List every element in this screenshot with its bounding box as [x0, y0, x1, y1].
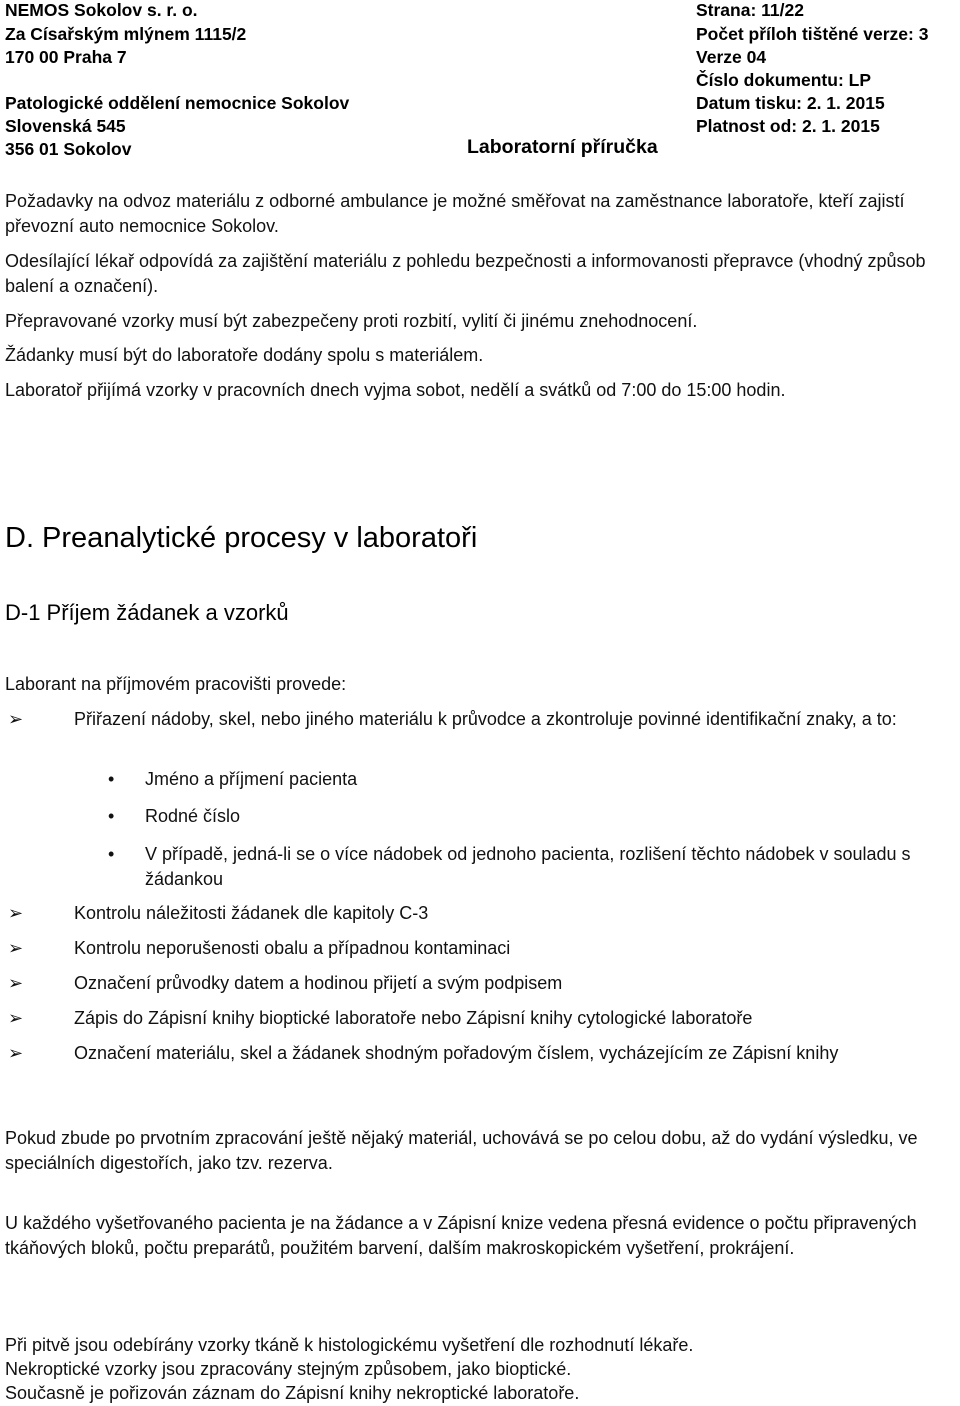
- closing-paragraph: Nekroptické vzorky jsou zpracovány stejným způsobem, jako bioptické.: [5, 1359, 572, 1379]
- arrow-list-item-text: Zápis do Zápisní knihy bioptické laboratoře nebo Zápisní knihy cytologické laboratoře: [74, 1008, 753, 1028]
- header-company-name: NEMOS Sokolov s. r. o.: [5, 0, 198, 20]
- dot-list-item-text: Jméno a příjmení pacienta: [145, 769, 358, 789]
- header-page-number: Strana: 11/22: [696, 0, 804, 20]
- arrow-bullet-icon: ➢: [8, 1008, 24, 1028]
- header-print-date: Datum tisku: 2. 1. 2015: [696, 93, 885, 113]
- arrow-bullet-icon: ➢: [8, 709, 24, 729]
- arrow-list-item-text: Označení průvodky datem a hodinou přijetí a svým podpisem: [74, 973, 563, 993]
- dot-bullet-icon: •: [108, 806, 115, 826]
- closing-paragraph: Pokud zbude po prvotním zpracování ještě nějaký materiál, uchovává se po celou dobu, až do vydání výsledku, ve speciálních digestořích, jako tzv. rezerva.: [5, 1128, 918, 1173]
- header-department-street: Slovenská 545: [5, 116, 126, 136]
- closing-paragraph: Současně je pořizován záznam do Zápisní knihy nekroptické laboratoře.: [5, 1383, 580, 1403]
- arrow-bullet-icon: ➢: [8, 938, 24, 958]
- header-valid-from: Platnost od: 2. 1. 2015: [696, 116, 880, 136]
- subsection-heading: D-1 Příjem žádanek a vzorků: [5, 600, 289, 625]
- intro-paragraph: Odesílající lékař odpovídá za zajištění materiálu z pohledu bezpečnosti a informovanosti přepravce (vhodný způsob balení a označení).: [5, 251, 926, 296]
- arrow-list-item-text: Označení materiálu, skel a žádanek shodným pořadovým číslem, vycházejícím ze Zápisní knihy: [74, 1043, 839, 1063]
- document-header: [0, 0, 960, 170]
- header-attachments: Počet příloh tištěné verze: 3: [696, 24, 929, 44]
- intro-paragraph: Laboratoř přijímá vzorky v pracovních dnech vyjma sobot, nedělí a svátků od 7:00 do 15:00 hodin.: [5, 380, 786, 400]
- arrow-list-item-text: Přiřazení nádoby, skel, nebo jiného materiálu k průvodce a zkontroluje povinné identifikační znaky, a to:: [74, 709, 897, 729]
- header-department-city: 356 01 Sokolov: [5, 139, 132, 159]
- header-manual-title: Laboratorní příručka: [467, 136, 658, 158]
- header-street: Za Císařským mlýnem 1115/2: [5, 24, 247, 44]
- header-city: 170 00 Praha 7: [5, 47, 127, 67]
- header-document-number: Číslo dokumentu: LP: [696, 70, 871, 90]
- arrow-list-item-text: Kontrolu náležitosti žádanek dle kapitoly C-3: [74, 903, 429, 923]
- intro-paragraph: Požadavky na odvoz materiálu z odborné ambulance je možné směřovat na zaměstnance laboratoře, kteří zajistí převozní auto nemocnice Sokolov.: [5, 191, 905, 236]
- header-version: Verze 04: [696, 47, 767, 67]
- section-heading: D. Preanalytické procesy v laboratoři: [5, 522, 478, 554]
- lead-sentence: Laborant na příjmovém pracovišti provede:: [5, 674, 347, 694]
- header-department: Patologické oddělení nemocnice Sokolov: [5, 93, 350, 113]
- dot-list-item-text: Rodné číslo: [145, 806, 241, 826]
- arrow-bullet-icon: ➢: [8, 973, 24, 993]
- arrow-bullet-icon: ➢: [8, 903, 24, 923]
- closing-paragraph: U každého vyšetřovaného pacienta je na žádance a v Zápisní knize vedena přesná evidence o počtu připravených tkáňových bloků, počtu preparátů, použitém barvení, dalším makroskopickém vyšetření, prokrájení.: [5, 1213, 917, 1258]
- dot-bullet-icon: •: [108, 844, 115, 864]
- dot-list-item-text: V případě, jedná-li se o více nádobek od jednoho pacienta, rozlišení těchto nádobek v souladu s žádankou: [145, 844, 911, 889]
- dot-bullet-icon: •: [108, 769, 115, 789]
- intro-paragraph: Přepravované vzorky musí být zabezpečeny proti rozbití, vylití či jinému znehodnocení.: [5, 311, 698, 331]
- arrow-bullet-icon: ➢: [8, 1043, 24, 1063]
- arrow-list-item-text: Kontrolu neporušenosti obalu a případnou kontaminaci: [74, 938, 511, 958]
- closing-paragraph: Při pitvě jsou odebírány vzorky tkáně k histologickému vyšetření dle rozhodnutí lékaře.: [5, 1335, 694, 1355]
- intro-paragraph: Žádanky musí být do laboratoře dodány spolu s materiálem.: [5, 345, 484, 365]
